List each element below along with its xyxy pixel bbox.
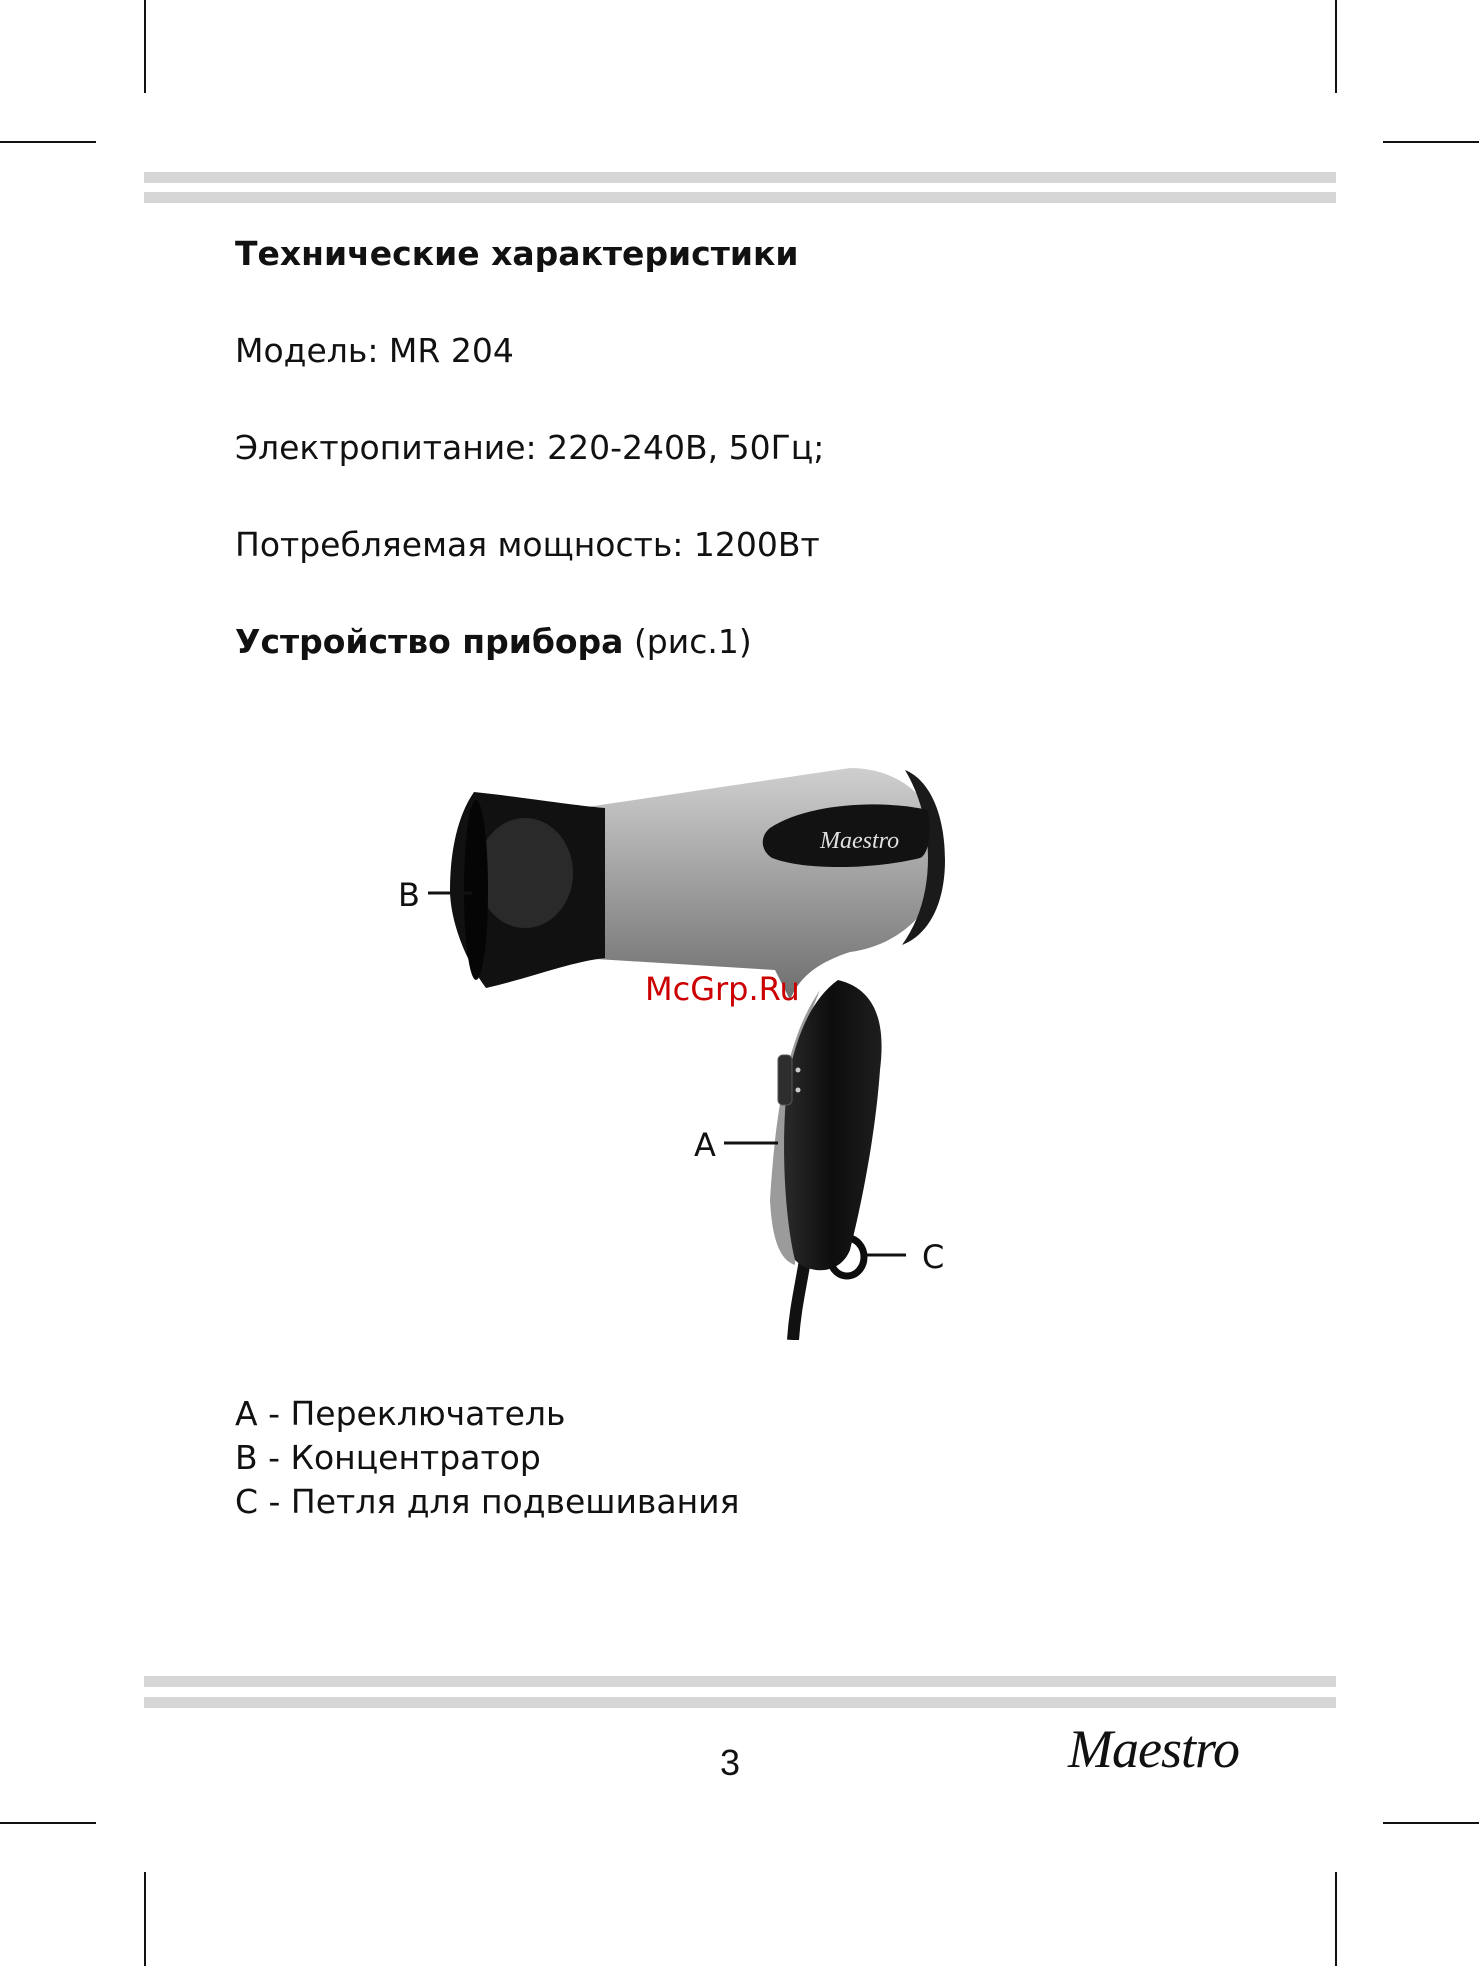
crop-mark-bottom-left-h: [0, 1822, 96, 1824]
crop-mark-bottom-left-v: [144, 1872, 146, 1966]
watermark: McGrp.Ru: [645, 970, 800, 1008]
crop-mark-top-right-v: [1335, 0, 1337, 93]
power-cord: [793, 1260, 805, 1340]
brand-logo: Maestro: [1068, 1719, 1239, 1779]
device-figure-ref: (рис.1): [633, 622, 752, 661]
model-line: Модель: MR 204: [235, 331, 514, 370]
power-supply-line: Электропитание: 220-240В, 50Гц;: [235, 428, 825, 467]
specs-title: Технические характеристики: [235, 234, 799, 273]
legend-item-a: A - Переключатель: [235, 1394, 566, 1433]
hair-dryer-figure: [380, 740, 980, 1340]
legend-item-b: B - Концентратор: [235, 1438, 541, 1477]
brand-on-device: Maestro: [820, 828, 900, 854]
label-b: B: [398, 876, 420, 914]
header-band-1: [144, 172, 1336, 183]
power-consumption-line: Потребляемая мощность: 1200Вт: [235, 525, 820, 564]
device-heading: [235, 622, 752, 661]
switch-dot-2: [796, 1088, 801, 1093]
dryer-body: [580, 768, 942, 1000]
legend: [235, 1392, 739, 1524]
concentrator-inner: [477, 818, 573, 928]
label-a: A: [694, 1126, 716, 1164]
crop-mark-top-left-h: [0, 141, 96, 143]
handle: [784, 980, 882, 1270]
switch-dot-1: [796, 1068, 801, 1073]
header-band-2: [144, 192, 1336, 203]
crop-mark-top-left-v: [144, 0, 146, 93]
switch: [778, 1055, 792, 1105]
crop-mark-top-right-h: [1383, 141, 1479, 143]
legend-item-c: C - Петля для подвешивания: [235, 1482, 740, 1521]
footer-band-1: [144, 1676, 1336, 1687]
page-number: 3: [720, 1742, 741, 1783]
crop-mark-bottom-right-v: [1335, 1872, 1337, 1966]
label-c: C: [922, 1238, 945, 1276]
device-title: Устройство прибора: [235, 622, 624, 661]
footer-band-2: [144, 1697, 1336, 1708]
concentrator-rim: [464, 800, 488, 980]
crop-mark-bottom-right-h: [1383, 1822, 1479, 1824]
